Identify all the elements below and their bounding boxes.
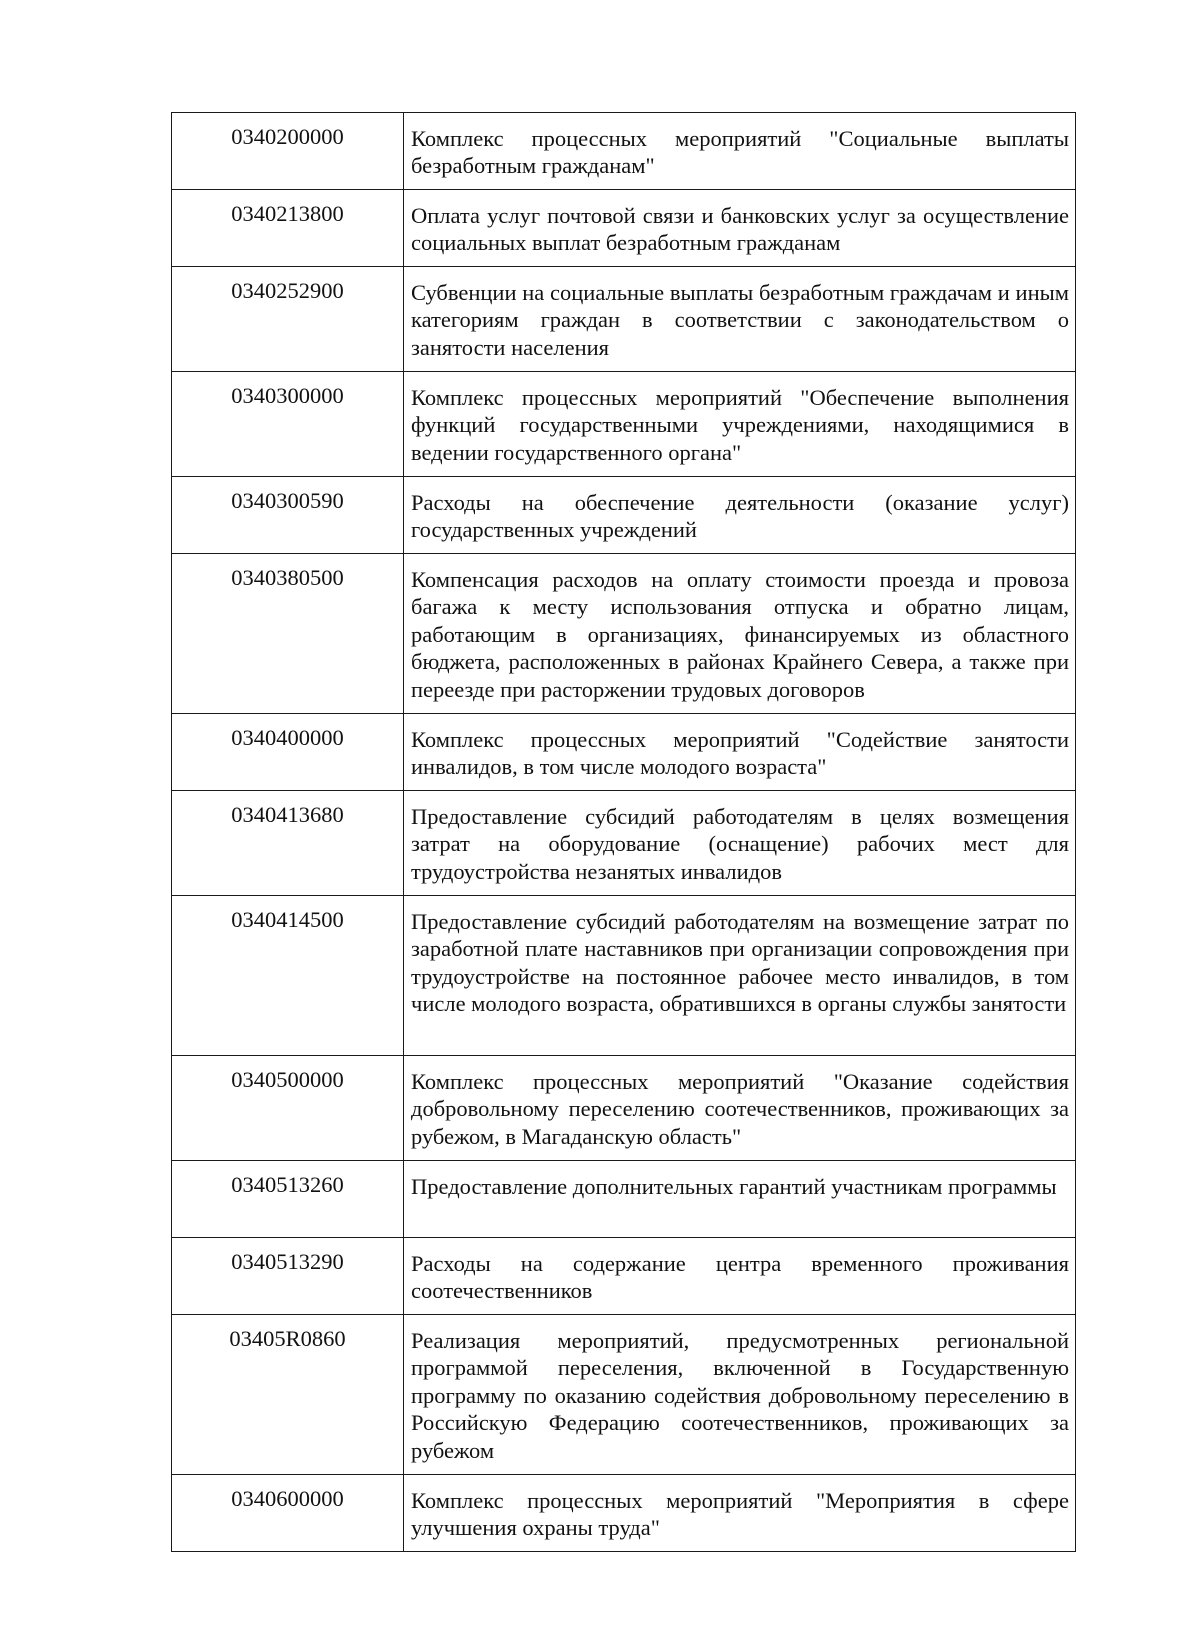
code-cell: 0340200000 (172, 113, 404, 190)
description-cell: Расходы на обеспечение деятельности (оказание услуг) государственных учреждений (404, 477, 1076, 554)
description-cell: Комплекс процессных мероприятий "Социальные выплаты безработным гражданам" (404, 113, 1076, 190)
table-row (172, 791, 1076, 896)
table-row (172, 113, 1076, 190)
code-cell: 0340413680 (172, 791, 404, 896)
table-row (172, 554, 1076, 714)
description-cell: Компенсация расходов на оплату стоимости проезда и провоза багажа к месту использования отпуска и обратно лицам, работающим в организациях, финансируемых из областного бюджета, расположенных в районах Крайнего Севера, а также при переезде при расторжении трудовых договоров (404, 554, 1076, 714)
code-cell: 0340300590 (172, 477, 404, 554)
table-row (172, 1475, 1076, 1552)
code-cell: 03405R0860 (172, 1315, 404, 1475)
code-cell: 0340414500 (172, 896, 404, 1056)
table-row (172, 714, 1076, 791)
code-cell: 0340252900 (172, 267, 404, 372)
description-cell: Оплата услуг почтовой связи и банковских услуг за осуществление социальных выплат безработным гражданам (404, 190, 1076, 267)
table-row (172, 1238, 1076, 1315)
table-row (172, 1056, 1076, 1161)
code-cell: 0340380500 (172, 554, 404, 714)
table-row (172, 372, 1076, 477)
description-cell: Предоставление субсидий работодателям на возмещение затрат по заработной плате наставников при организации сопровождения при трудоустройстве на постоянное рабочее место инвалидов, в том числе молодого возраста, обратившихся в органы службы занятости (404, 896, 1076, 1056)
description-cell: Субвенции на социальные выплаты безработным граждачам и иным категориям граждан в соответствии с законодательством о занятости населения (404, 267, 1076, 372)
description-cell: Реализация мероприятий, предусмотренных региональной программой переселения, включенной в Государственную программу по оказанию содействия добровольному переселению в Российскую Федерацию соотечественников, проживающих за рубежом (404, 1315, 1076, 1475)
description-cell: Комплекс процессных мероприятий "Обеспечение выполнения функций государственными учреждениями, находящимися в ведении государственного органа" (404, 372, 1076, 477)
table-row (172, 896, 1076, 1056)
code-cell: 0340400000 (172, 714, 404, 791)
table-row (172, 1315, 1076, 1475)
code-cell: 0340500000 (172, 1056, 404, 1161)
code-cell: 0340300000 (172, 372, 404, 477)
table-row (172, 477, 1076, 554)
description-cell: Комплекс процессных мероприятий "Содействие занятости инвалидов, в том числе молодого возраста" (404, 714, 1076, 791)
code-cell: 0340513260 (172, 1161, 404, 1238)
code-cell: 0340513290 (172, 1238, 404, 1315)
table-row (172, 190, 1076, 267)
description-cell: Расходы на содержание центра временного проживания соотечественников (404, 1238, 1076, 1315)
table-row (172, 267, 1076, 372)
description-cell: Предоставление субсидий работодателям в целях возмещения затрат на оборудование (оснащение) рабочих мест для трудоустройства незанятых инвалидов (404, 791, 1076, 896)
code-cell: 0340213800 (172, 190, 404, 267)
table-row (172, 1161, 1076, 1238)
budget-codes-table (171, 112, 1076, 1552)
description-cell: Комплекс процессных мероприятий "Оказание содействия добровольному переселению соотечественников, проживающих за рубежом, в Магаданскую область" (404, 1056, 1076, 1161)
code-cell: 0340600000 (172, 1475, 404, 1552)
description-cell: Предоставление дополнительных гарантий участникам программы (404, 1161, 1076, 1238)
description-cell: Комплекс процессных мероприятий "Мероприятия в сфере улучшения охраны труда" (404, 1475, 1076, 1552)
